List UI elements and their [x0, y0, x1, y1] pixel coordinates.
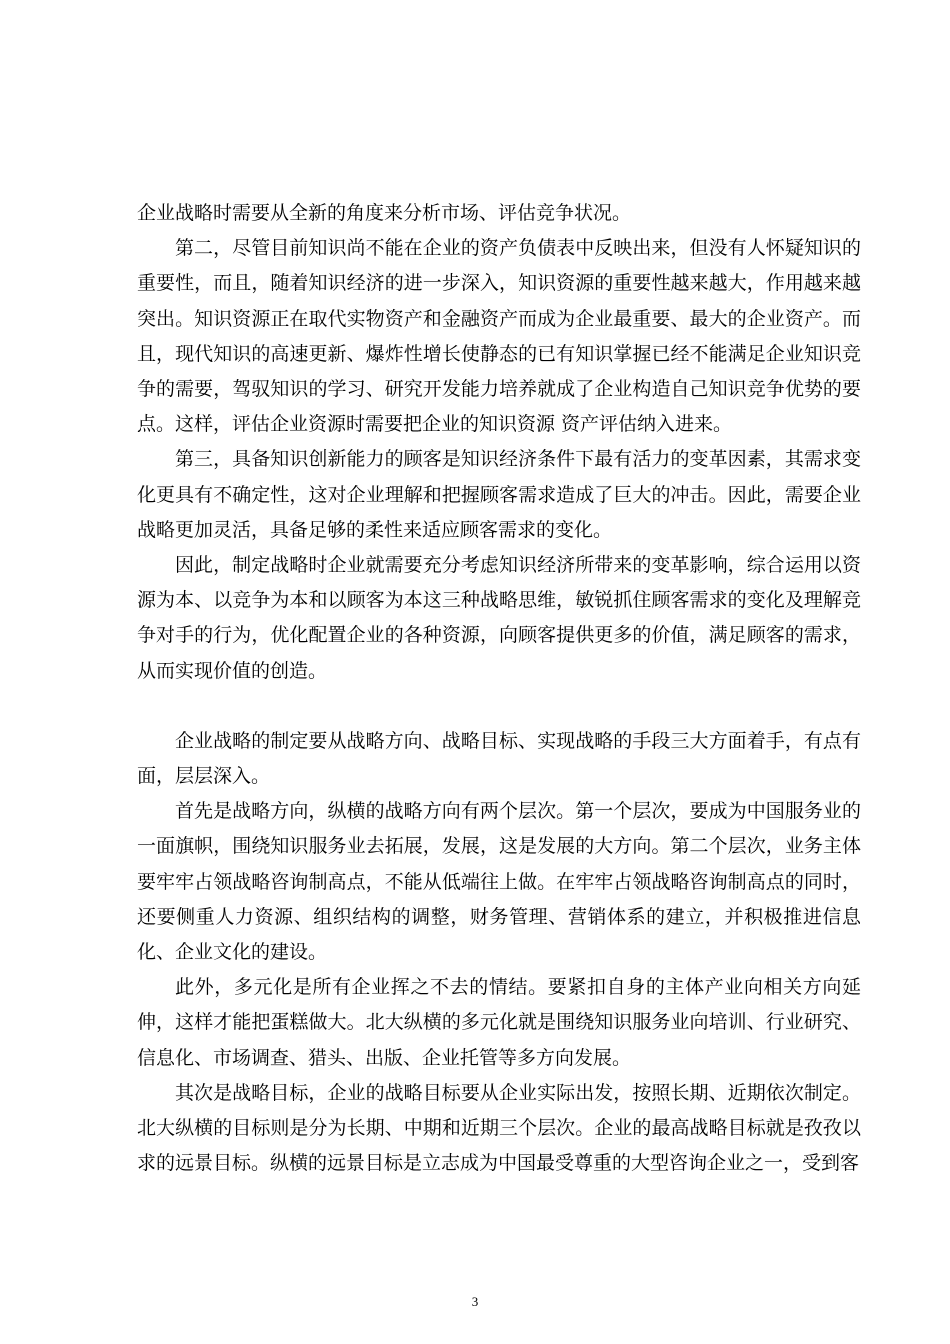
- paragraph: 首先是战略方向，纵横的战略方向有两个层次。第一个层次，要成为中国服务业的一面旗帜，围绕知识服务业去拓展，发展，这是发展的大方向。第二个层次，业务主体要牢牢占领战略咨询制高点，不能从低端往上做。在牢牢占领战略咨询制高点的同时，还要侧重人力资源、组织结构的调整，财务管理、营销体系的建立，并积极推进信息化、企业文化的建设。: [137, 800, 861, 964]
- paragraph: 第三，具备知识创新能力的顾客是知识经济条件下最有活力的变革因素，其需求变化更具有不确定性，这对企业理解和把握顾客需求造成了巨大的冲击。因此，需要企业战略更加灵活，具备足够的柔性来适应顾客需求的变化。: [137, 448, 861, 541]
- paragraph: 企业战略时需要从全新的角度来分析市场、评估竞争状况。: [137, 202, 632, 224]
- body-text: [137, 196, 861, 1181]
- paragraph: 此外，多元化是所有企业挥之不去的情结。要紧扣自身的主体产业向相关方向延伸，这样才能把蛋糕做大。北大纵横的多元化就是围绕知识服务业向培训、行业研究、信息化、市场调查、猎头、出版、企业托管等多方向发展。: [137, 976, 861, 1069]
- paragraph: 企业战略的制定要从战略方向、战略目标、实现战略的手段三大方面着手，有点有面，层层深入。: [137, 729, 861, 788]
- paragraph: 其次是战略目标，企业的战略目标要从企业实际出发，按照长期、近期依次制定。北大纵横的目标则是分为长期、中期和近期三个层次。企业的最高战略目标就是孜孜以求的远景目标。纵横的远景目标是立志成为中国最受尊重的大型咨询企业之一，受到客: [137, 1081, 861, 1175]
- page-number: 3: [471, 1294, 479, 1309]
- paragraph: 第二，尽管目前知识尚不能在企业的资产负债表中反映出来，但没有人怀疑知识的重要性，而且，随着知识经济的进一步深入，知识资源的重要性越来越大，作用越来越突出。知识资源正在取代实物资产和金融资产而成为企业最重要、最大的企业资产。而且，现代知识的高速更新、爆炸性增长使静态的已有知识掌握已经不能满足企业知识竞争的需要，驾驭知识的学习、研究开发能力培养就成了企业构造自己知识竞争优势的要点。这样，评估企业资源时需要把企业的知识资源 资产评估纳入进来。: [137, 237, 861, 436]
- section-gap: [137, 689, 861, 724]
- paragraph: 因此，制定战略时企业就需要充分考虑知识经济所带来的变革影响，综合运用以资源为本、以竞争为本和以顾客为本这三种战略思维，敏锐抓住顾客需求的变化及理解竞争对手的行为，优化配置企业的各种资源，向顾客提供更多的价值，满足顾客的需求，从而实现价值的创造。: [137, 554, 861, 682]
